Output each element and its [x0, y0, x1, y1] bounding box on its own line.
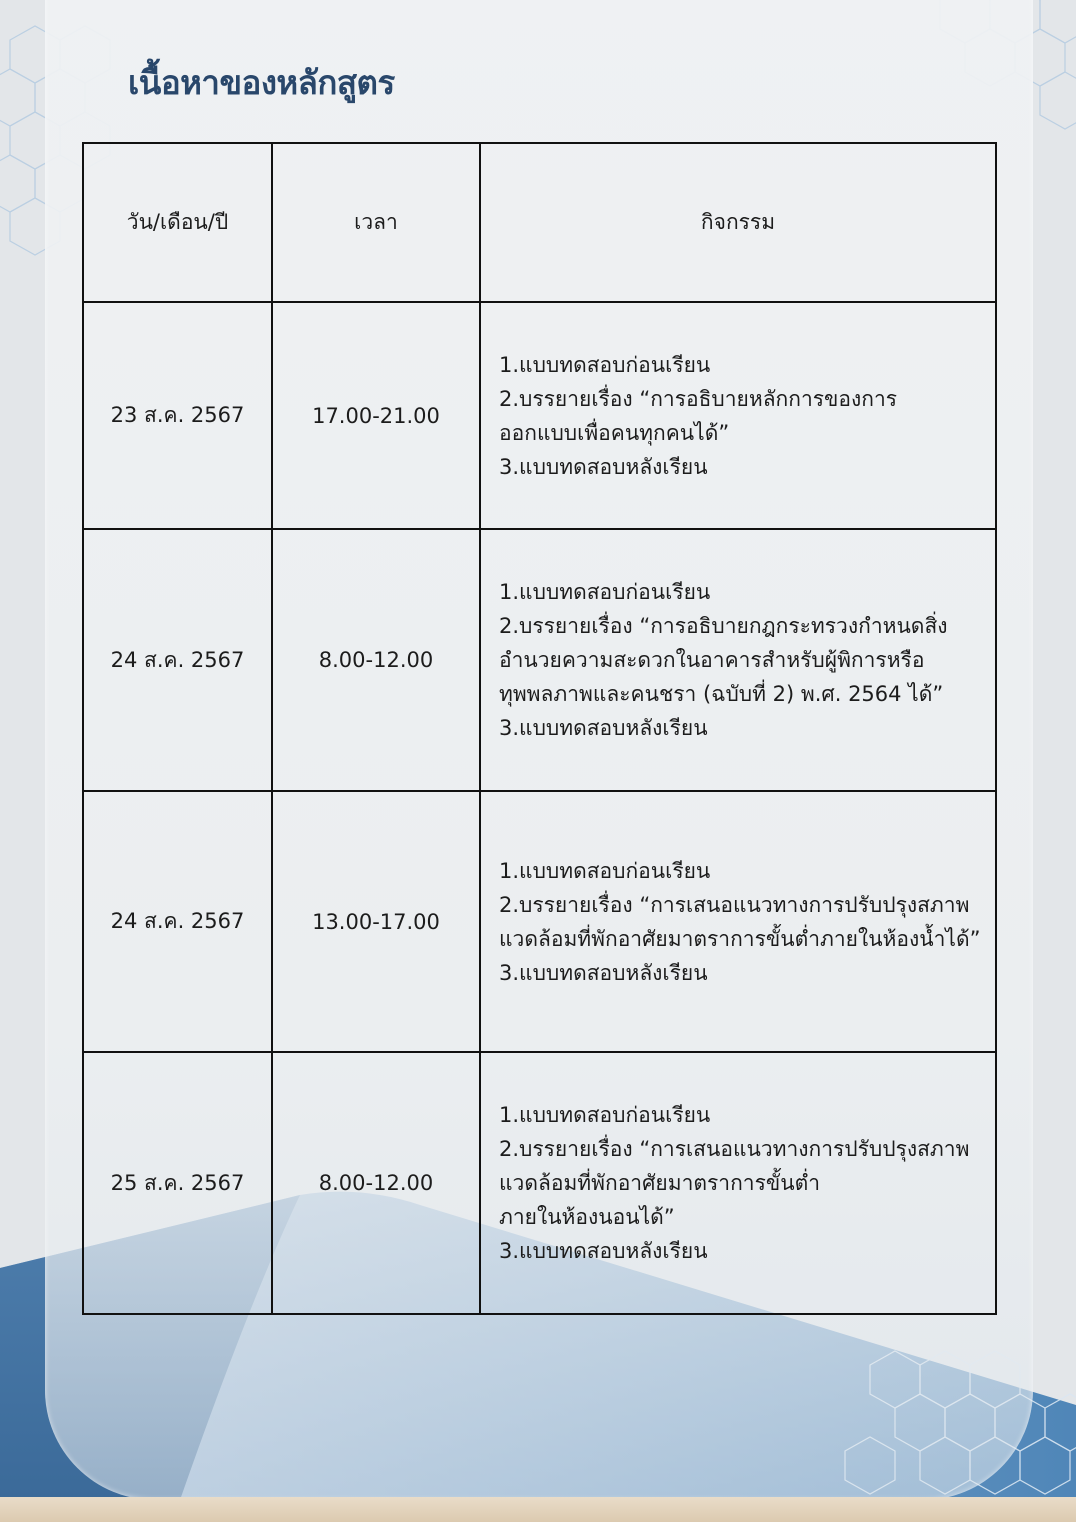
activity-cell — [480, 529, 996, 791]
activity-line: ภายในห้องนอนได้” — [499, 1205, 675, 1229]
activity-line: 3.แบบทดสอบหลังเรียน — [499, 1239, 708, 1263]
table-row — [83, 529, 996, 791]
activity-cell — [480, 791, 996, 1052]
table-row — [83, 1052, 996, 1314]
activity-list — [481, 854, 995, 990]
header-time: เวลา — [272, 143, 480, 302]
date-cell: 25 ส.ค. 2567 — [83, 1052, 272, 1314]
activity-list — [481, 348, 995, 484]
table-row — [83, 791, 996, 1052]
activity-list — [481, 1098, 995, 1268]
date-cell: 24 ส.ค. 2567 — [83, 529, 272, 791]
schedule-table — [82, 142, 997, 1315]
activity-line: แวดล้อมที่พักอาศัยมาตราการขั้นต่ำ — [499, 1171, 820, 1195]
header-activity: กิจกรรม — [480, 143, 996, 302]
activity-line: 3.แบบทดสอบหลังเรียน — [499, 716, 708, 740]
date-cell: 23 ส.ค. 2567 — [83, 302, 272, 529]
time-cell: 8.00-12.00 — [272, 529, 480, 791]
activity-line: 2.บรรยายเรื่อง “การเสนอแนวทางการปรับปรุงสภาพ — [499, 892, 970, 917]
activity-line: 2.บรรยายเรื่อง “การอธิบายหลักการของการ — [499, 386, 898, 411]
activity-line: 1.แบบทดสอบก่อนเรียน — [499, 580, 711, 604]
activity-line: 2.บรรยายเรื่อง “การเสนอแนวทางการปรับปรุงสภาพ — [499, 1137, 970, 1161]
activity-line: 3.แบบทดสอบหลังเรียน — [499, 960, 708, 985]
activity-line: 3.แบบทดสอบหลังเรียน — [499, 454, 708, 479]
activity-list — [481, 575, 995, 745]
activity-line: ทุพพลภาพและคนชรา (ฉบับที่ 2) พ.ศ. 2564 ได้” — [499, 682, 944, 706]
activity-line: 2.บรรยายเรื่อง “การอธิบายกฎกระทรวงกำหนดสิ่ง — [499, 614, 948, 638]
activity-line: 1.แบบทดสอบก่อนเรียน — [499, 1103, 711, 1127]
header-date: วัน/เดือน/ปี — [83, 143, 272, 302]
activity-line: 1.แบบทดสอบก่อนเรียน — [499, 352, 711, 377]
time-cell: 8.00-12.00 — [272, 1052, 480, 1314]
time-cell: 13.00-17.00 — [272, 791, 480, 1052]
wood-strip — [0, 1497, 1076, 1522]
activity-line: อำนวยความสะดวกในอาคารสำหรับผู้พิการหรือ — [499, 648, 925, 672]
table-row — [83, 302, 996, 529]
date-cell: 24 ส.ค. 2567 — [83, 791, 272, 1052]
activity-cell — [480, 302, 996, 529]
table-header-row — [83, 143, 996, 302]
page-title: เนื้อหาของหลักสูตร — [128, 63, 395, 102]
activity-line: แวดล้อมที่พักอาศัยมาตราการขั้นต่ำภายในห้องน้ำได้” — [499, 926, 981, 951]
time-cell: 17.00-21.00 — [272, 302, 480, 529]
activity-line: 1.แบบทดสอบก่อนเรียน — [499, 858, 711, 883]
activity-cell — [480, 1052, 996, 1314]
activity-line: ออกแบบเพื่อคนทุกคนได้” — [499, 420, 730, 445]
